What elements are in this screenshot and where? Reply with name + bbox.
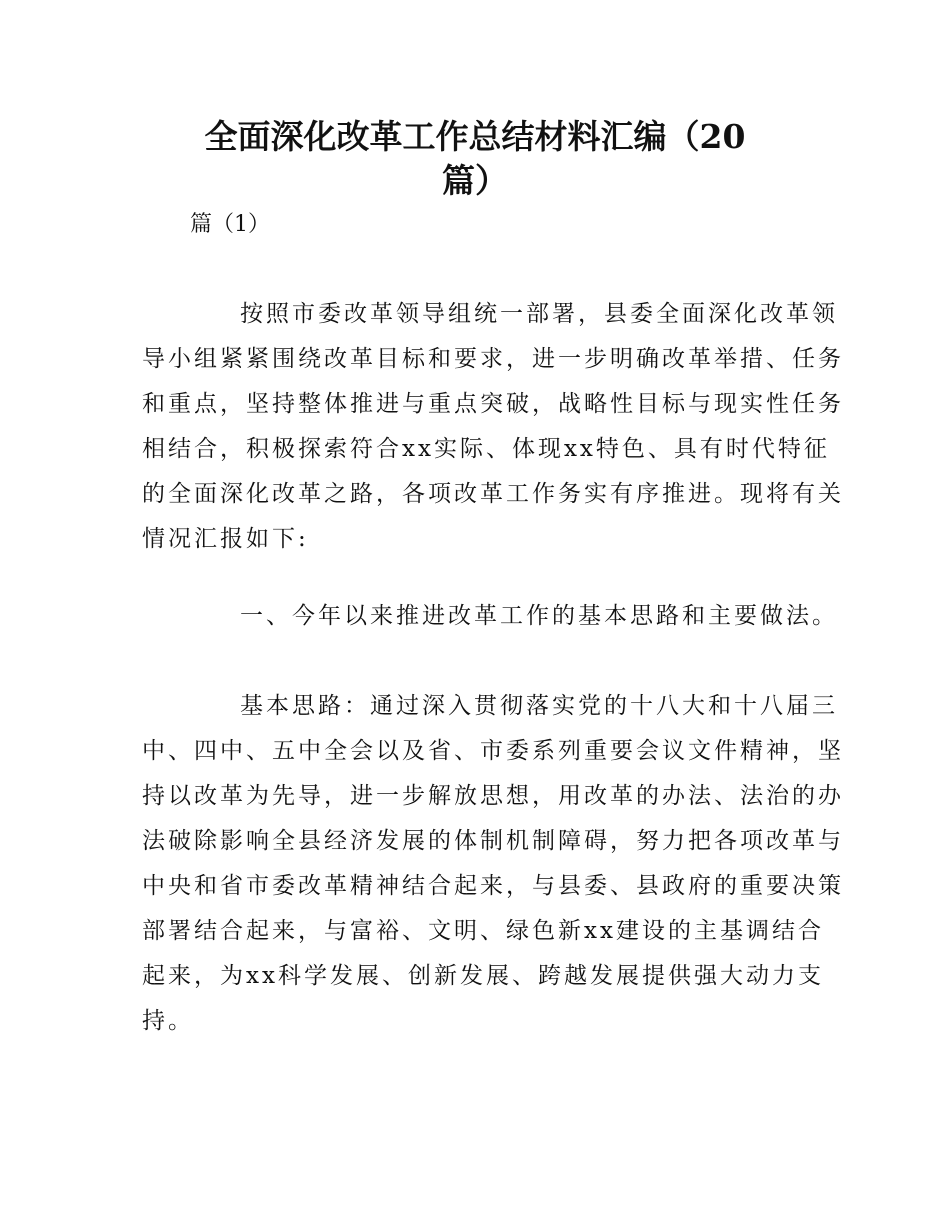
paragraph-line: 按照市委改革领导组统一部署，县委全面深化改革领 bbox=[240, 301, 838, 327]
document-title-line2: 篇） bbox=[442, 161, 508, 200]
section-heading-line: 一、今年以来推进改革工作的基本思路和主要做法。 bbox=[240, 603, 838, 629]
paragraph-line: 导小组紧紧围绕改革目标和要求，进一步明确改革举措、任务 bbox=[142, 346, 844, 372]
paragraph-basic-ideas bbox=[142, 684, 844, 1044]
paragraph-line: 相结合，积极探索符合xx实际、体现xx特色、具有时代特征 bbox=[142, 436, 830, 462]
paragraph-line: 起来，为xx科学发展、创新发展、跨越发展提供强大动力支 bbox=[142, 963, 824, 989]
paragraph-line: 和重点，坚持整体推进与重点突破，战略性目标与现实性任务 bbox=[142, 391, 844, 417]
paragraph-line: 中央和省市委改革精神结合起来，与县委、县政府的重要决策 bbox=[142, 873, 844, 899]
paragraph-line: 的全面深化改革之路，各项改革工作务实有序推进。现将有关 bbox=[142, 481, 844, 507]
heading-section-one bbox=[142, 594, 838, 639]
paragraph-line: 基本思路：通过深入贯彻落实党的十八大和十八届三 bbox=[240, 693, 838, 719]
paragraph-line: 持。 bbox=[142, 1008, 194, 1034]
paragraph-line: 部署结合起来，与富裕、文明、绿色新xx建设的主基调结合 bbox=[142, 918, 824, 944]
document-title-line1: 全面深化改革工作总结材料汇编（20 bbox=[204, 117, 746, 156]
paragraph-line: 中、四中、五中全会以及省、市委系列重要会议文件精神，坚 bbox=[142, 738, 844, 764]
paragraph-line: 法破除影响全县经济发展的体制机制障碍，努力把各项改革与 bbox=[142, 828, 844, 854]
paragraph-line: 情况汇报如下: bbox=[142, 526, 309, 552]
paragraph-line: 持以改革为先导，进一步解放思想，用改革的办法、法治的办 bbox=[142, 783, 844, 809]
paragraph-intro bbox=[142, 292, 844, 562]
section-label: 篇（1） bbox=[190, 212, 270, 237]
